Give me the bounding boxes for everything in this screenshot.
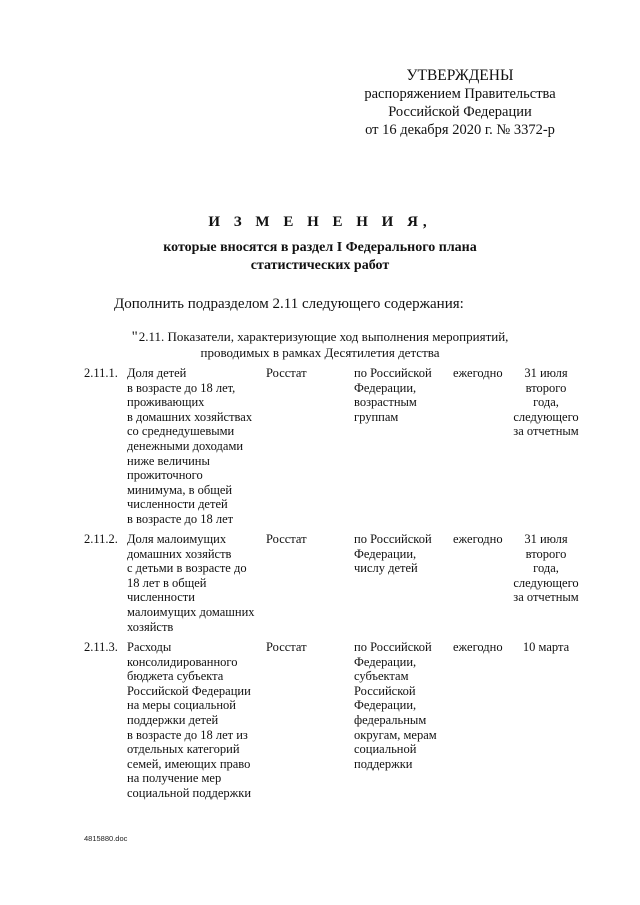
breakdown-line: социальной [354, 742, 417, 757]
breakdown-line: группам [354, 409, 399, 424]
deadline-line: следующего [513, 409, 579, 424]
desc-line: в возрасте до 18 лет, [127, 380, 236, 395]
desc-line: Доля детей [127, 366, 187, 380]
instruction-text: Дополнить подразделом 2.11 следующего содержания: [114, 296, 464, 312]
breakdown-line: по Российской [354, 532, 432, 546]
document-title: И З М Е Н Е Н И Я, [208, 214, 432, 230]
desc-line: Доля малоимущих [127, 532, 227, 546]
desc-line: ниже величины [127, 453, 210, 468]
opening-quote: " [131, 329, 138, 345]
deadline-line: 31 июля [524, 532, 568, 546]
desc-line: отдельных категорий [127, 742, 240, 757]
deadline-line: второго [525, 546, 567, 561]
desc-line: бюджета субъекта [127, 669, 224, 684]
desc-line: поддержки детей [127, 712, 219, 727]
desc-line: хозяйств [127, 619, 174, 634]
deadline-line: за отчетным [513, 424, 579, 439]
desc-line: 18 лет в общей [127, 575, 207, 590]
desc-line: с детьми в возрасте до [127, 561, 247, 576]
breakdown [354, 366, 446, 424]
deadline [506, 532, 586, 605]
breakdown [354, 640, 446, 771]
section-heading-line-1 [0, 329, 640, 345]
responsible-agency: Росстат [266, 640, 307, 654]
section-heading-text: 2.11. Показатели, характеризующие ход выполнения мероприятий, [138, 329, 509, 344]
frequency: ежегодно [453, 532, 503, 546]
file-name-footer: 4815880.doc [84, 834, 128, 843]
indicator-description [127, 366, 259, 527]
desc-line: на получение мер [127, 771, 222, 786]
deadline-line: следующего [513, 575, 579, 590]
deadline-line: 31 июля [524, 366, 568, 380]
approval-line: Российской Федерации [388, 104, 532, 120]
approval-title: УТВЕРЖДЕНЫ [406, 67, 514, 84]
desc-line: семей, имеющих право [127, 756, 251, 771]
frequency: ежегодно [453, 366, 503, 380]
desc-line: консолидированного [127, 654, 238, 669]
desc-line: в возрасте до 18 лет из [127, 727, 248, 742]
item-number: 2.11.1. [84, 366, 118, 380]
desc-line: проживающих [127, 395, 205, 410]
document-subtitle: статистических работ [250, 258, 390, 273]
item-number: 2.11.2. [84, 532, 118, 546]
section-heading [0, 329, 640, 361]
breakdown-line: округам, мерам [354, 727, 437, 742]
indicator-description [127, 532, 259, 634]
section-heading-line-2: проводимых в рамках Десятилетия детства [200, 345, 440, 360]
indicator-description [127, 640, 259, 801]
breakdown-line: поддержки [354, 756, 413, 771]
deadline [506, 640, 586, 655]
breakdown-line: по Российской [354, 366, 432, 380]
deadline [506, 366, 586, 439]
breakdown-line: Российской [354, 683, 416, 698]
deadline-line: второго [525, 380, 567, 395]
breakdown-line: числу детей [354, 561, 418, 576]
desc-line: в домашних хозяйствах [127, 409, 253, 424]
desc-line: малоимущих домашних [127, 604, 255, 619]
breakdown-line: Федерации, [354, 654, 417, 669]
item-number: 2.11.3. [84, 640, 118, 654]
desc-line: в возрасте до 18 лет [127, 511, 234, 526]
responsible-agency: Росстат [266, 366, 307, 380]
desc-line: Расходы [127, 640, 172, 654]
desc-line: минимума, в общей [127, 482, 233, 497]
breakdown-line: федеральным [354, 712, 427, 727]
desc-line: денежными доходами [127, 438, 244, 453]
desc-line: со среднедушевыми [127, 424, 235, 439]
breakdown-line: Федерации, [354, 546, 417, 561]
breakdown-line: Федерации, [354, 698, 417, 713]
desc-line: на меры социальной [127, 698, 236, 713]
changes-heading [0, 212, 640, 275]
deadline-line: за отчетным [513, 590, 579, 605]
desc-line: численности детей [127, 497, 228, 512]
desc-line: прожиточного [127, 468, 203, 483]
breakdown-line: возрастным [354, 395, 417, 410]
frequency: ежегодно [453, 640, 503, 654]
breakdown-line: Федерации, [354, 380, 417, 395]
approval-line: от 16 декабря 2020 г. № 3372-р [365, 122, 555, 138]
desc-line: Российской Федерации [127, 683, 251, 698]
document-subtitle: которые вносятся в раздел I Федерального плана [163, 240, 477, 255]
approval-line: распоряжением Правительства [364, 86, 556, 102]
breakdown-line: по Российской [354, 640, 432, 654]
responsible-agency: Росстат [266, 532, 307, 546]
desc-line: социальной поддержки [127, 785, 252, 800]
desc-line: численности [127, 590, 195, 605]
deadline-line: 10 марта [522, 640, 570, 654]
deadline-line: года, [533, 395, 559, 410]
breakdown [354, 532, 446, 576]
approval-block [320, 66, 600, 139]
breakdown-line: субъектам [354, 669, 409, 684]
desc-line: домашних хозяйств [127, 546, 232, 561]
deadline-line: года, [533, 561, 559, 576]
